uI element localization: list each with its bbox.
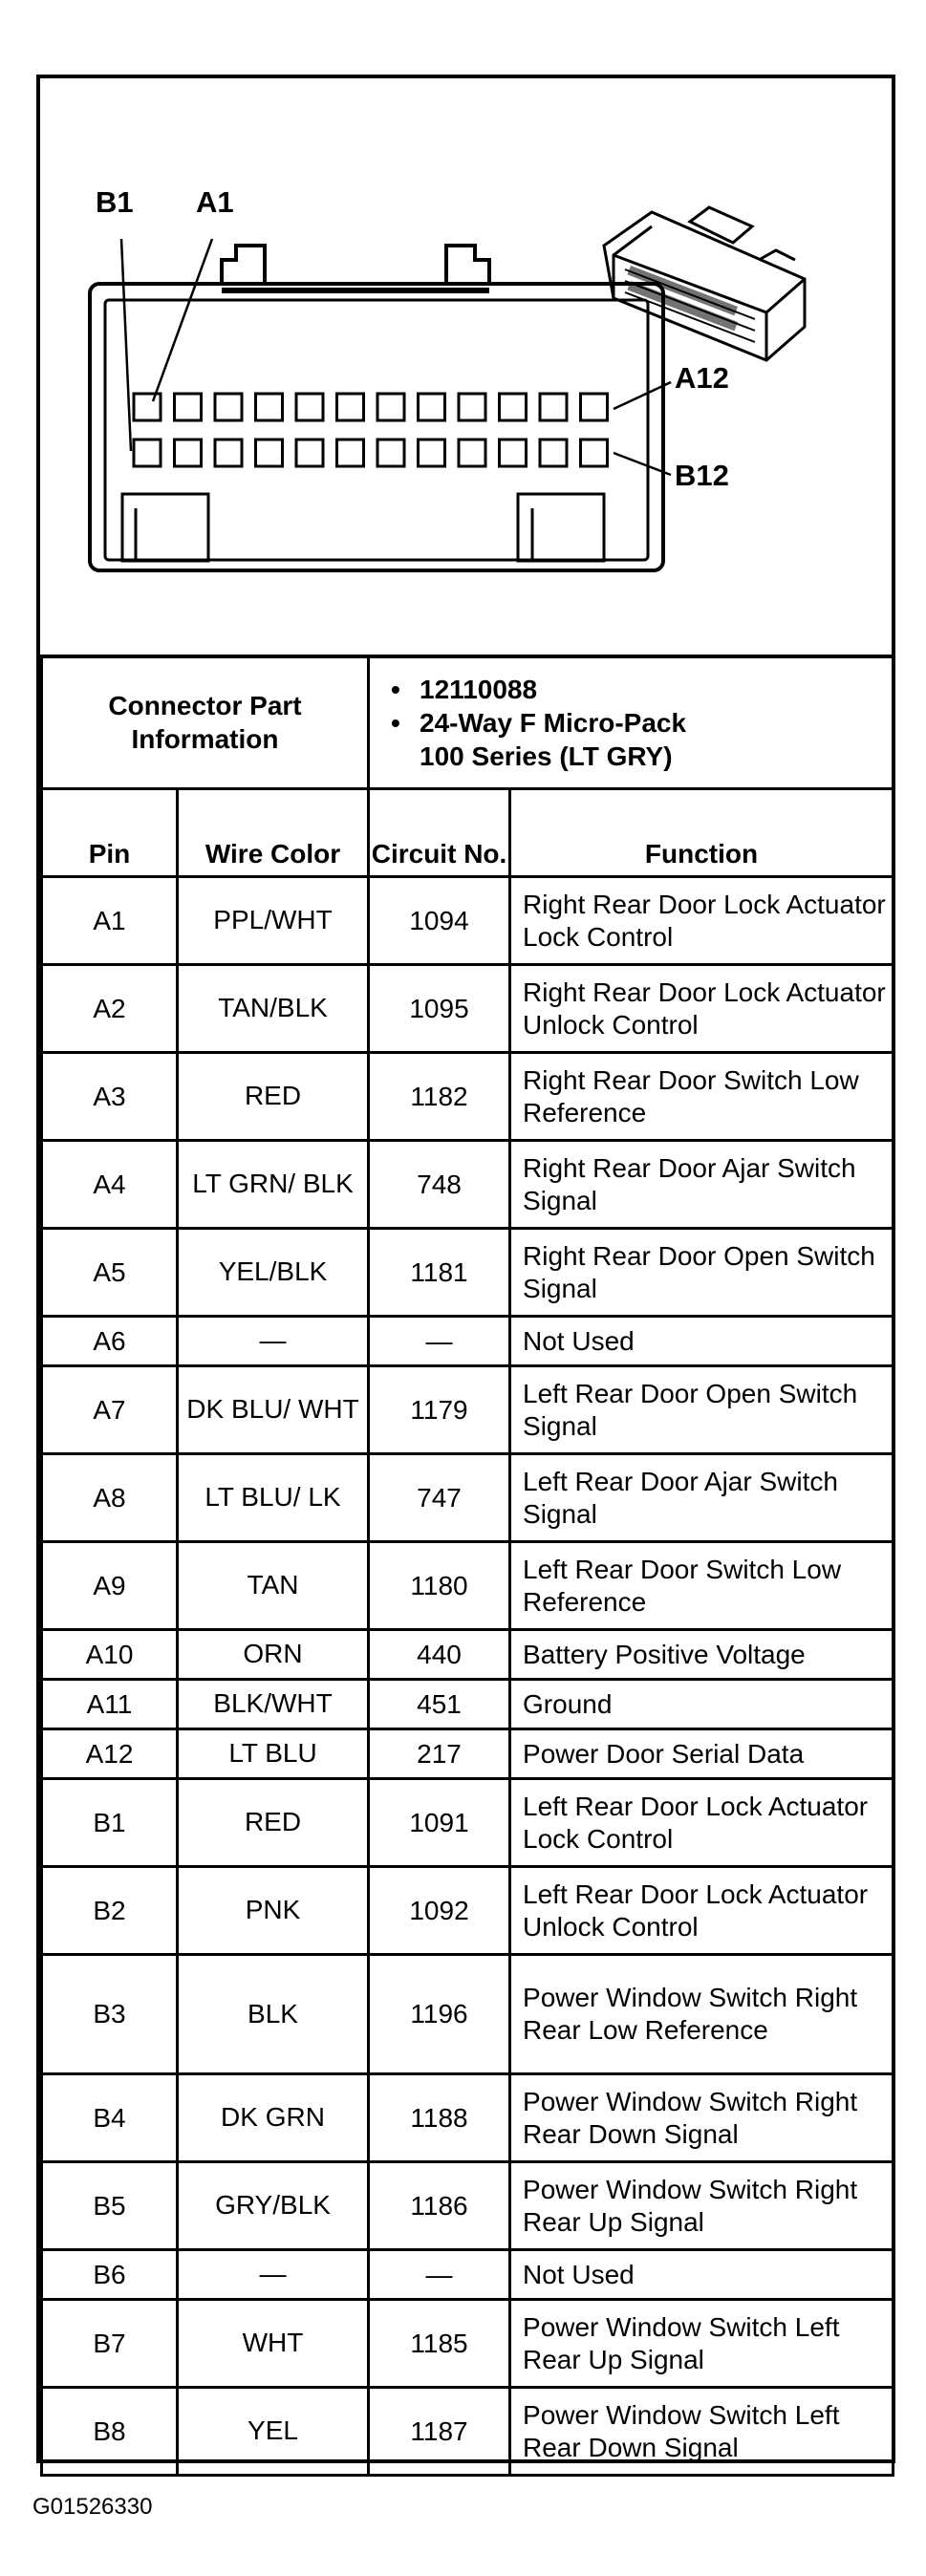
table-row xyxy=(42,1955,894,2074)
pin-cavity-a5 xyxy=(296,394,323,420)
connector-document xyxy=(36,75,895,2463)
circuit-cell: 217 xyxy=(369,1729,510,1779)
circuit-cell: 1180 xyxy=(369,1542,510,1630)
pin-cell: B2 xyxy=(42,1867,178,1955)
pin-cell: A6 xyxy=(42,1317,178,1366)
connector-latch-right xyxy=(446,246,489,284)
header-pin: Pin xyxy=(42,789,178,877)
wire-color-cell: WHT xyxy=(178,2300,369,2388)
function-cell: Power Window Switch Right Rear Down Signal xyxy=(510,2074,894,2162)
circuit-cell: 747 xyxy=(369,1454,510,1542)
pin-label-b12: B12 xyxy=(675,459,729,492)
function-cell: Battery Positive Voltage xyxy=(510,1630,894,1680)
table-row xyxy=(42,1141,894,1229)
function-cell: Right Rear Door Switch Low Reference xyxy=(510,1053,894,1141)
wire-color-cell: BLK/WHT xyxy=(178,1680,369,1729)
header-circuit-no: Circuit No. xyxy=(369,789,510,877)
pin-cavity-b8 xyxy=(419,440,445,466)
circuit-cell: 440 xyxy=(369,1630,510,1680)
circuit-cell: 1092 xyxy=(369,1867,510,1955)
pin-cell: A1 xyxy=(42,877,178,965)
circuit-cell: 1186 xyxy=(369,2162,510,2250)
pin-cavity-b10 xyxy=(500,440,527,466)
table-row xyxy=(42,1630,894,1680)
circuit-cell: 748 xyxy=(369,1141,510,1229)
pin-cavity-b4 xyxy=(256,440,283,466)
header-wire-color: Wire Color xyxy=(178,789,369,877)
table-row xyxy=(42,1867,894,1955)
table-row xyxy=(42,1542,894,1630)
circuit-cell: 1094 xyxy=(369,877,510,965)
pin-label-a12: A12 xyxy=(675,361,729,395)
wire-color-cell: PPL/WHT xyxy=(178,877,369,965)
circuit-cell: 1196 xyxy=(369,1955,510,2074)
circuit-cell: 1179 xyxy=(369,1366,510,1454)
wire-color-cell: — xyxy=(178,1317,369,1366)
function-cell: Left Rear Door Lock Actuator Lock Control xyxy=(510,1779,894,1867)
pin-cell: A12 xyxy=(42,1729,178,1779)
connector-info-values xyxy=(369,656,894,789)
pin-cell: A2 xyxy=(42,965,178,1053)
function-cell: Not Used xyxy=(510,1317,894,1366)
part-number: • 12110088 xyxy=(420,673,892,706)
connector-drawing xyxy=(40,78,892,655)
wire-color-cell: RED xyxy=(178,1779,369,1867)
header-function: Function xyxy=(510,789,894,877)
pin-cavity-b5 xyxy=(296,440,323,466)
pin-cell: A3 xyxy=(42,1053,178,1141)
pin-cavity-b3 xyxy=(215,440,242,466)
connector-info-label: Connector Part Information xyxy=(42,656,369,789)
b1-leader-line xyxy=(121,239,131,451)
pin-cavity-b2 xyxy=(175,440,202,466)
pin-cavity-b9 xyxy=(459,440,485,466)
function-cell: Power Window Switch Left Rear Down Signal xyxy=(510,2388,894,2476)
connector-inner-body xyxy=(105,300,648,560)
pin-cavity-b12 xyxy=(581,440,608,466)
connector-latch-left xyxy=(222,246,265,284)
pin-row-b xyxy=(134,440,608,466)
pin-cavity-b6 xyxy=(337,440,364,466)
pin-cavity-a3 xyxy=(215,394,242,420)
function-cell: Left Rear Door Lock Actuator Unlock Control xyxy=(510,1867,894,1955)
circuit-cell: 1188 xyxy=(369,2074,510,2162)
pin-cavity-b11 xyxy=(540,440,567,466)
pin-cavity-a2 xyxy=(175,394,202,420)
table-row xyxy=(42,2250,894,2300)
table-row xyxy=(42,1053,894,1141)
wire-color-cell: LT GRN/ BLK xyxy=(178,1141,369,1229)
circuit-cell: — xyxy=(369,1317,510,1366)
pin-cavity-a9 xyxy=(459,394,485,420)
function-cell: Left Rear Door Ajar Switch Signal xyxy=(510,1454,894,1542)
pin-cavity-b7 xyxy=(377,440,404,466)
pin-label-b1: B1 xyxy=(96,185,134,219)
pin-cell: A11 xyxy=(42,1680,178,1729)
function-cell: Right Rear Door Lock Actuator Unlock Control xyxy=(510,965,894,1053)
pin-cell: B5 xyxy=(42,2162,178,2250)
pin-row-a xyxy=(134,394,608,420)
connector-description-line2: 100 Series (LT GRY) xyxy=(420,741,673,771)
wire-color-cell: YEL/BLK xyxy=(178,1229,369,1317)
table-row xyxy=(42,1317,894,1366)
connector-diagram xyxy=(40,78,892,658)
pin-cell: A10 xyxy=(42,1630,178,1680)
circuit-cell: 1187 xyxy=(369,2388,510,2476)
table-row xyxy=(42,1779,894,1867)
wire-color-cell: YEL xyxy=(178,2388,369,2476)
wire-color-cell: LT BLU xyxy=(178,1729,369,1779)
pin-cavity-b1 xyxy=(134,440,161,466)
pin-cell: B6 xyxy=(42,2250,178,2300)
table-row xyxy=(42,1366,894,1454)
wire-color-cell: TAN xyxy=(178,1542,369,1630)
wire-color-cell: LT BLU/ LK xyxy=(178,1454,369,1542)
table-row xyxy=(42,2074,894,2162)
pin-cell: B8 xyxy=(42,2388,178,2476)
pin-cell: B7 xyxy=(42,2300,178,2388)
connector-description-line1: • 24-Way F Micro-Pack xyxy=(420,706,892,740)
connector-body xyxy=(90,284,663,570)
circuit-cell: 1185 xyxy=(369,2300,510,2388)
pin-cavity-a1 xyxy=(134,394,161,420)
pin-cell: B4 xyxy=(42,2074,178,2162)
function-cell: Right Rear Door Open Switch Signal xyxy=(510,1229,894,1317)
pin-cavity-a6 xyxy=(337,394,364,420)
table-row xyxy=(42,2388,894,2476)
table-row xyxy=(42,1729,894,1779)
function-cell: Ground xyxy=(510,1680,894,1729)
pin-cavity-a7 xyxy=(377,394,404,420)
wire-color-cell: ORN xyxy=(178,1630,369,1680)
table-row xyxy=(42,877,894,965)
pin-cell: A8 xyxy=(42,1454,178,1542)
wire-color-cell: BLK xyxy=(178,1955,369,2074)
wire-color-cell: RED xyxy=(178,1053,369,1141)
wire-color-cell: DK GRN xyxy=(178,2074,369,2162)
connector-3d-view xyxy=(604,207,805,360)
table-row xyxy=(42,965,894,1053)
circuit-cell: 1181 xyxy=(369,1229,510,1317)
pin-cavity-a11 xyxy=(540,394,567,420)
circuit-cell: 1182 xyxy=(369,1053,510,1141)
wire-color-cell: TAN/BLK xyxy=(178,965,369,1053)
function-cell: Left Rear Door Switch Low Reference xyxy=(510,1542,894,1630)
pinout-table xyxy=(40,655,894,2477)
function-cell: Not Used xyxy=(510,2250,894,2300)
table-header-row xyxy=(42,789,894,877)
table-row xyxy=(42,1680,894,1729)
pin-cavity-a4 xyxy=(256,394,283,420)
a1-leader-line xyxy=(153,239,212,401)
function-cell: Power Window Switch Left Rear Up Signal xyxy=(510,2300,894,2388)
function-cell: Power Window Switch Right Rear Up Signal xyxy=(510,2162,894,2250)
pin-cavity-a12 xyxy=(581,394,608,420)
pin-cell: A7 xyxy=(42,1366,178,1454)
wire-color-cell: GRY/BLK xyxy=(178,2162,369,2250)
function-cell: Power Window Switch Right Rear Low Reference xyxy=(510,1955,894,2074)
pin-label-a1: A1 xyxy=(196,185,234,219)
wire-color-cell: PNK xyxy=(178,1867,369,1955)
pin-cavity-a10 xyxy=(500,394,527,420)
connector-info-row xyxy=(42,656,894,789)
pin-cell: B1 xyxy=(42,1779,178,1867)
circuit-cell: 451 xyxy=(369,1680,510,1729)
table-row xyxy=(42,2300,894,2388)
circuit-cell: 1091 xyxy=(369,1779,510,1867)
function-cell: Power Door Serial Data xyxy=(510,1729,894,1779)
pin-cell: B3 xyxy=(42,1955,178,2074)
table-row xyxy=(42,1229,894,1317)
pin-cell: A9 xyxy=(42,1542,178,1630)
pin-cell: A4 xyxy=(42,1141,178,1229)
circuit-cell: — xyxy=(369,2250,510,2300)
function-cell: Right Rear Door Lock Actuator Lock Control xyxy=(510,877,894,965)
table-row xyxy=(42,1454,894,1542)
figure-id: G01526330 xyxy=(32,2494,153,2520)
table-row xyxy=(42,2162,894,2250)
wire-color-cell: — xyxy=(178,2250,369,2300)
pin-cavity-a8 xyxy=(419,394,445,420)
pin-cell: A5 xyxy=(42,1229,178,1317)
function-cell: Left Rear Door Open Switch Signal xyxy=(510,1366,894,1454)
circuit-cell: 1095 xyxy=(369,965,510,1053)
function-cell: Right Rear Door Ajar Switch Signal xyxy=(510,1141,894,1229)
wire-color-cell: DK BLU/ WHT xyxy=(178,1366,369,1454)
